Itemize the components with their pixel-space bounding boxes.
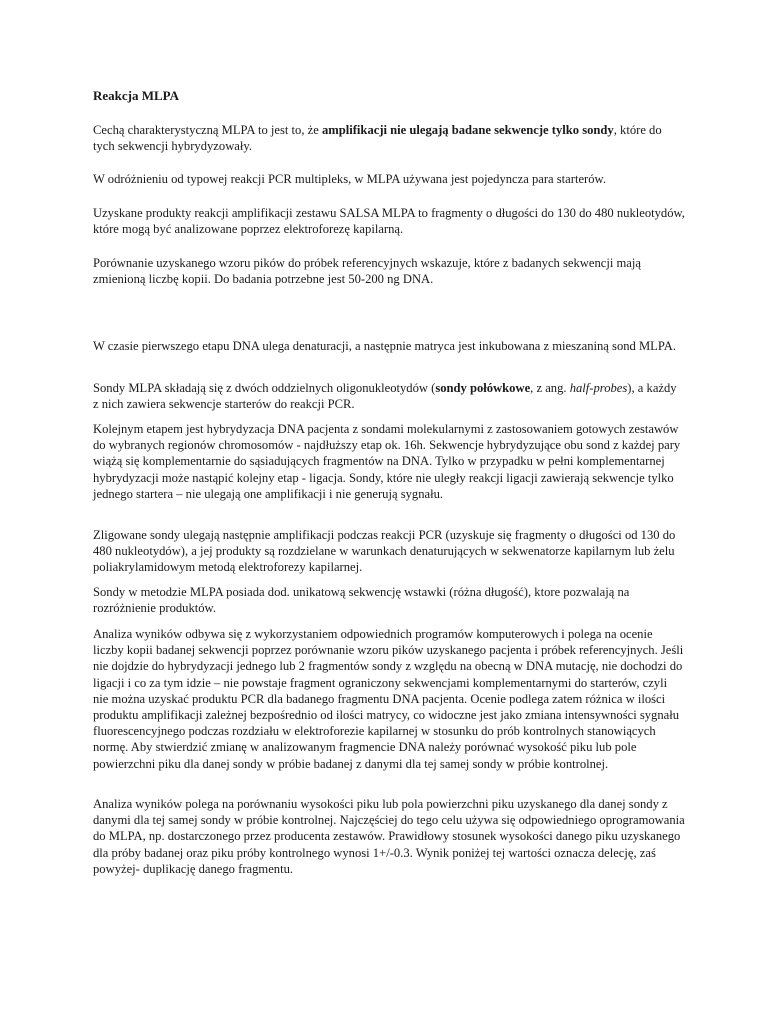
paragraph-mlpa-feature xyxy=(93,122,685,154)
paragraph-mlpa-feature-bold: amplifikacji nie ulegają badane sekwencje tylko sondy xyxy=(321,123,614,137)
paragraph-salsa-products: Uzyskane produkty reakcji amplifikacji zestawu SALSA MLPA to fragmenty o długości do 130 do 480 nukleotydów, które mogą być analizowane poprzez elektroforezę kapilarną. xyxy=(93,206,685,237)
paragraph-mlpa-feature-text-2: , które do tych sekwencji hybrydyzowały. xyxy=(93,123,662,154)
paragraph-half-probes-text-3: ), a każdy z nich zawiera sekwencje starterów do reakcji PCR. xyxy=(93,381,677,412)
paragraph-half-probes-italic: half-probes xyxy=(569,381,628,395)
paragraph-peak-comparison: Analiza wyników polega na porównaniu wysokości piku lub pola powierzchni piku uzyskanego dla danej sondy z danymi dla tej samej sondy w próbie kontrolnej. Najczęściej do tego celu używa się odpowiedniego oprogramowania do MLPA, np. dostarczonego przez producenta zestawów. Prawidłowy stosunek wysokości danego piku uzyskanego dla próby badanej oraz piku próby kontrolnego wynosi 1+/-0.3. Wynik poniżej tej wartości oznacza delecję, zaś powyżej- duplikację danego fragmentu. xyxy=(93,797,685,876)
paragraph-primer-pair: W odróżnieniu od typowej reakcji PCR multipleks, w MLPA używana jest pojedyncza para starterów. xyxy=(93,172,606,186)
paragraph-half-probes-text-1: Sondy MLPA składają się z dwóch oddzielnych oligonukleotydów ( xyxy=(93,381,436,395)
paragraph-copy-number: Porównanie uzyskanego wzoru pików do próbek referencyjnych wskazuje, które z badanych sekwencji mają zmienioną liczbę kopii. Do badania potrzebne jest 50-200 ng DNA. xyxy=(93,256,641,287)
paragraph-denaturation: W czasie pierwszego etapu DNA ulega denaturacji, a następnie matryca jest inkubowana z mieszaniną sond MLPA. xyxy=(93,339,676,353)
paragraph-insert-sequence: Sondy w metodzie MLPA posiada dod. unikatową sekwencję wstawki (różna długość), ktore pozwalają na rozróżnienie produktów. xyxy=(93,585,630,616)
paragraph-result-analysis: Analiza wyników odbywa się z wykorzystaniem odpowiednich programów komputerowych i polega na ocenie liczby kopii badanej sekwencji poprzez porównanie wzoru pików uzyskanego pacjenta i próbek referencyjnych. Jeśli nie dojdzie do hybrydyzacji jednego lub 2 fragmentów sondy z względu na obecną w DNA mutację, nie dochodzi do ligacji i co za tym idzie – nie powstaje fragment ograniczony sekwencjami komplementarnymi do starterów, czyli nie można uzyskać produktu PCR dla badanego fragmentu DNA pacjenta. Ocenie podlega zatem różnica w ilości produktu amplifikacji zależnej bezpośrednio od ilości matrycy, co widoczne jest jako zmiana intensywności sygnału fluorescencyjnego podczas rozdziału w elektroforezie kapilarnej w stosunku do prób kontrolnych stanowiących normę. Aby stwierdzić zmianę w analizowanym fragmencie DNA należy porównać wysokość piku lub pole powierzchni piku dla danej sondy w próbie badanej z danymi dla tej samej sondy w próbie kontrolnej. xyxy=(93,627,684,771)
paragraph-amplification: Zligowane sondy ulegają następnie amplifikacji podczas reakcji PCR (uzyskuje się fragmenty o długości od 130 do 480 nukleotydów), a jej produkty są rozdzielane w warunkach denaturujących w sekwenatorze kapilarnym lub żelu poliakrylamidowym metodą elektroforezy kapilarnej. xyxy=(93,528,676,575)
document-title: Reakcja MLPA xyxy=(93,88,180,103)
paragraph-half-probes-bold: sondy połówkowe xyxy=(435,381,531,395)
paragraph-half-probes-text-2: , z ang. xyxy=(530,381,570,395)
paragraph-hybridization: Kolejnym etapem jest hybrydyzacja DNA pacjenta z sondami molekularnymi z zastosowaniem gotowych zestawów do wybranych regionów chromosomów - najdłuższy etap ok. 16h. Sekwencje hybrydyzujące obu sond z każdej pary wiążą się komplementarnie do sąsiadujących fragmentów na DNA. Tylko w przypadku w pełni komplementarnej hybrydyzacji może nastąpić kolejny etap - ligacja. Sondy, które nie uległy reakcji ligacji zawierają sekwencje tylko jednego startera – nie ulegają one amplifikacji i nie generują sygnału. xyxy=(93,422,681,501)
paragraph-half-probes xyxy=(93,380,685,412)
paragraph-mlpa-feature-text-1: Cechą charakterystyczną MLPA to jest to, że xyxy=(93,123,322,137)
